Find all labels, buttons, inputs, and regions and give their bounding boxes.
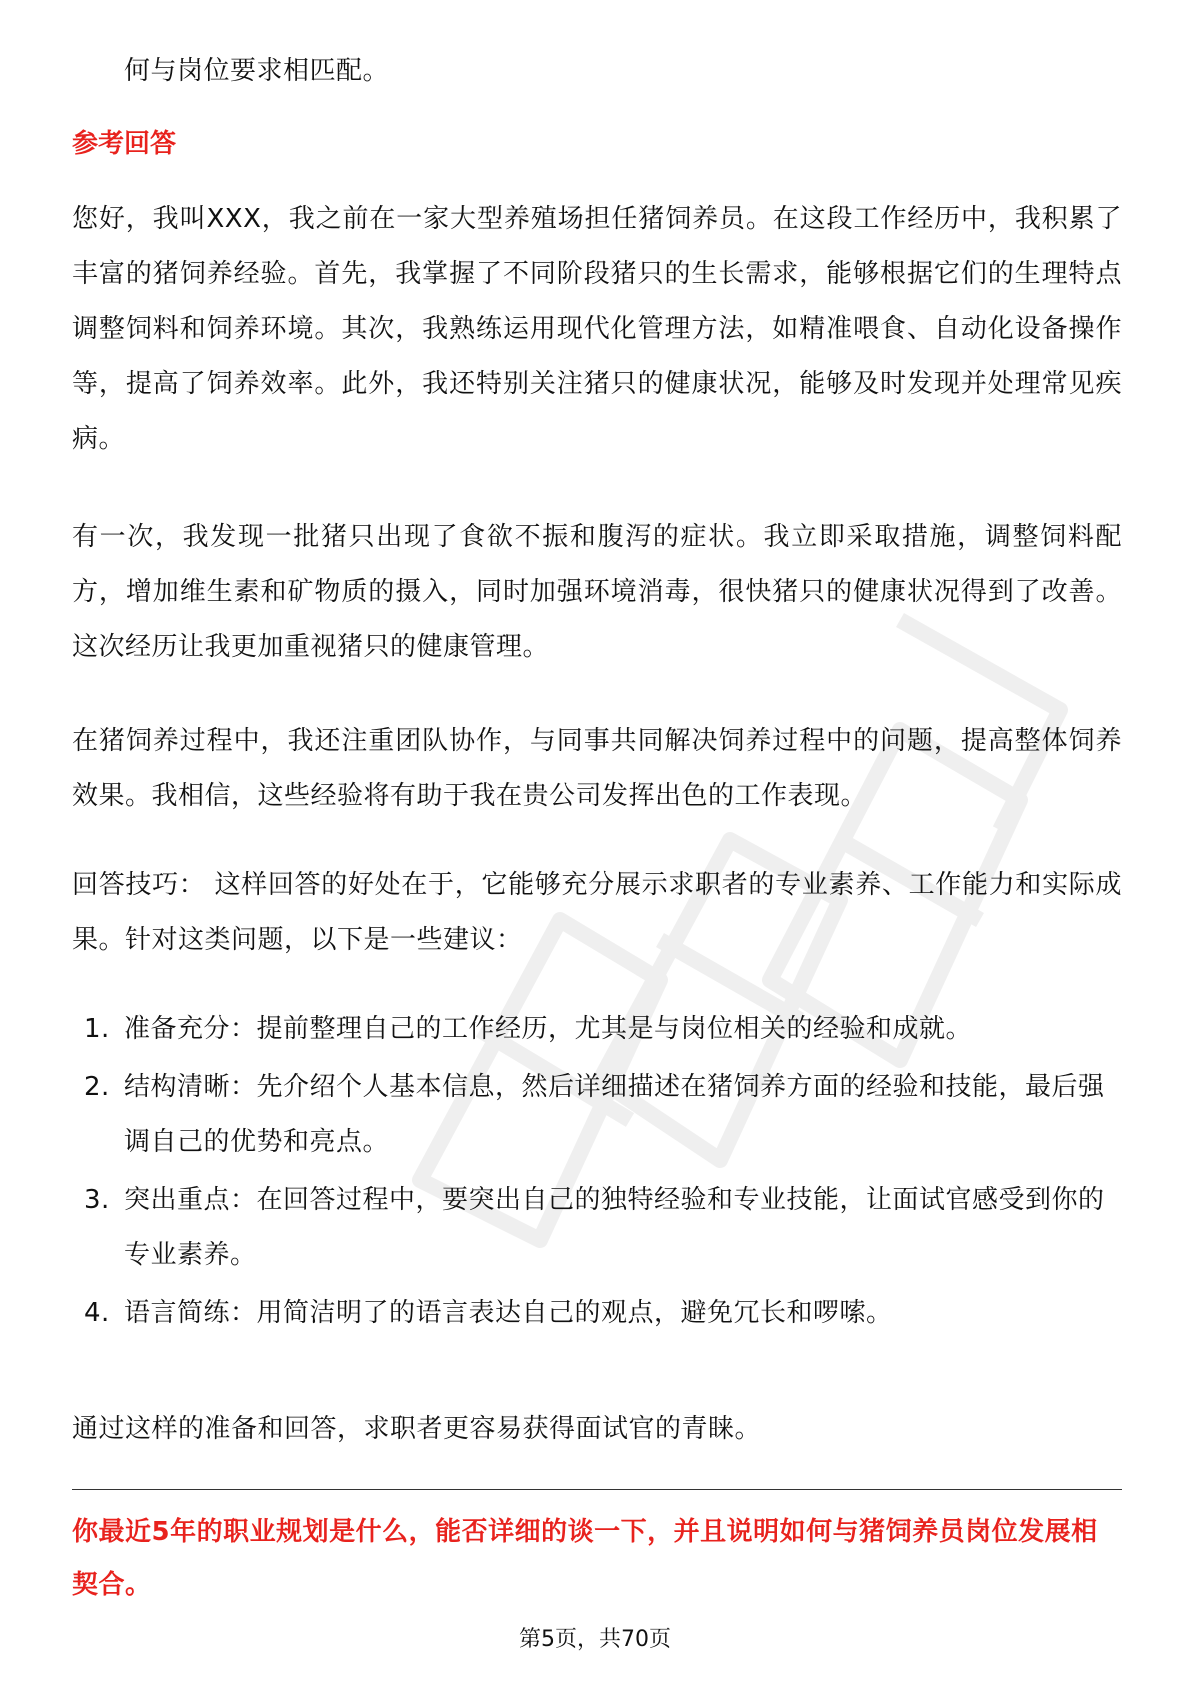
- list-item-number: 1.: [84, 1014, 110, 1044]
- list-item-text: 语言简练：用简洁明了的语言表达自己的观点，避免冗长和啰嗦。: [124, 1298, 893, 1328]
- answer-heading: 参考回答: [72, 129, 177, 159]
- list-item-text: 结构清晰：先介绍个人基本信息，然后详细描述在猪饲养方面的经验和技能，最后强调自己的优势和亮点。: [124, 1072, 1105, 1157]
- list-item: [72, 1286, 1122, 1341]
- list-item-text: 准备充分：提前整理自己的工作经历，尤其是与岗位相关的经验和成就。: [124, 1014, 973, 1044]
- continuation-line: 何与岗位要求相匹配。: [124, 56, 390, 86]
- closing-paragraph: 通过这样的准备和回答，求职者更容易获得面试官的青睐。: [72, 1414, 762, 1444]
- answer-paragraph-1: 您好，我叫XXX，我之前在一家大型养殖场担任猪饲养员。在这段工作经历中，我积累了丰富的猪饲养经验。首先，我掌握了不同阶段猪只的生长需求，能够根据它们的生理特点调整饲料和饲养环境。其次，我熟练运用现代化管理方法，如精准喂食、自动化设备操作等，提高了饲养效率。此外，我还特别关注猪只的健康状况，能够及时发现并处理常见疾病。: [72, 204, 1122, 454]
- tips-intro: 回答技巧： 这样回答的好处在于，它能够充分展示求职者的专业素养、工作能力和实际成果。针对这类问题，以下是一些建议：: [72, 870, 1122, 955]
- answer-paragraph-2: 有一次，我发现一批猪只出现了食欲不振和腹泻的症状。我立即采取措施，调整饲料配方，增加维生素和矿物质的摄入，同时加强环境消毒，很快猪只的健康状况得到了改善。这次经历让我更加重视猪只的健康管理。: [72, 522, 1122, 662]
- section-divider: [72, 1489, 1122, 1490]
- list-item-number: 2.: [84, 1072, 110, 1102]
- answer-paragraph-3: 在猪饲养过程中，我还注重团队协作，与同事共同解决饲养过程中的问题，提高整体饲养效果。我相信，这些经验将有助于我在贵公司发挥出色的工作表现。: [72, 726, 1122, 811]
- page-footer: 第5页，共70页: [519, 1627, 671, 1652]
- list-item-number: 4.: [84, 1298, 110, 1328]
- tips-list: [72, 1002, 1122, 1344]
- list-item: [72, 1060, 1122, 1170]
- list-item-number: 3.: [84, 1185, 110, 1215]
- list-item: [72, 1173, 1122, 1283]
- list-item-text: 突出重点：在回答过程中，要突出自己的独特经验和专业技能，让面试官感受到你的专业素养。: [124, 1185, 1105, 1270]
- list-item: [72, 1002, 1122, 1057]
- next-question: 你最近5年的职业规划是什么，能否详细的谈一下，并且说明如何与猪饲养员岗位发展相契合。: [72, 1517, 1098, 1600]
